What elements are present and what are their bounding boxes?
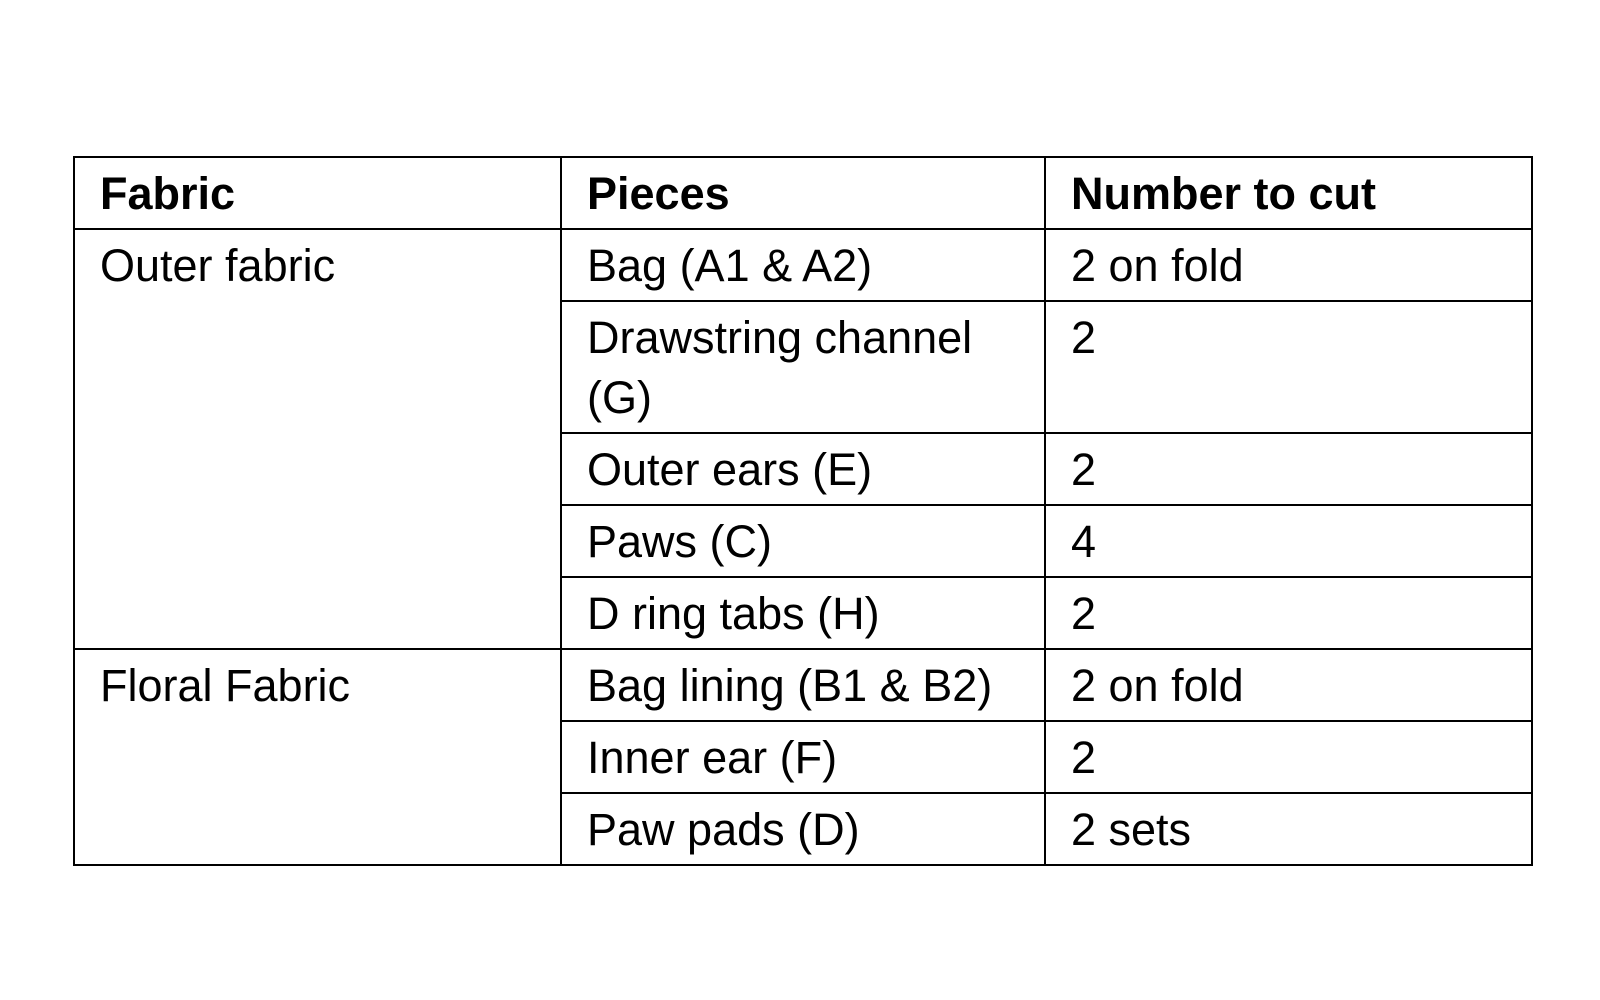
count-cell: 2 sets (1045, 793, 1532, 865)
piece-cell: Inner ear (F) (561, 721, 1045, 793)
fabric-cutting-table (73, 156, 1533, 866)
piece-cell: Paws (C) (561, 505, 1045, 577)
header-fabric: Fabric (74, 157, 561, 229)
count-cell: 2 (1045, 433, 1532, 505)
piece-cell: Outer ears (E) (561, 433, 1045, 505)
fabric-cell-floral: Floral Fabric (74, 649, 561, 865)
fabric-cell-outer: Outer fabric (74, 229, 561, 649)
piece-cell: D ring tabs (H) (561, 577, 1045, 649)
piece-cell: Bag (A1 & A2) (561, 229, 1045, 301)
count-cell: 4 (1045, 505, 1532, 577)
count-cell: 2 on fold (1045, 649, 1532, 721)
header-row (74, 157, 1532, 229)
count-cell: 2 (1045, 577, 1532, 649)
count-cell: 2 (1045, 721, 1532, 793)
piece-cell: Bag lining (B1 & B2) (561, 649, 1045, 721)
piece-cell: Drawstring channel (G) (561, 301, 1045, 433)
header-pieces: Pieces (561, 157, 1045, 229)
count-cell: 2 (1045, 301, 1532, 433)
table-row (74, 649, 1532, 721)
count-cell: 2 on fold (1045, 229, 1532, 301)
table-row (74, 229, 1532, 301)
header-number-to-cut: Number to cut (1045, 157, 1532, 229)
piece-cell: Paw pads (D) (561, 793, 1045, 865)
